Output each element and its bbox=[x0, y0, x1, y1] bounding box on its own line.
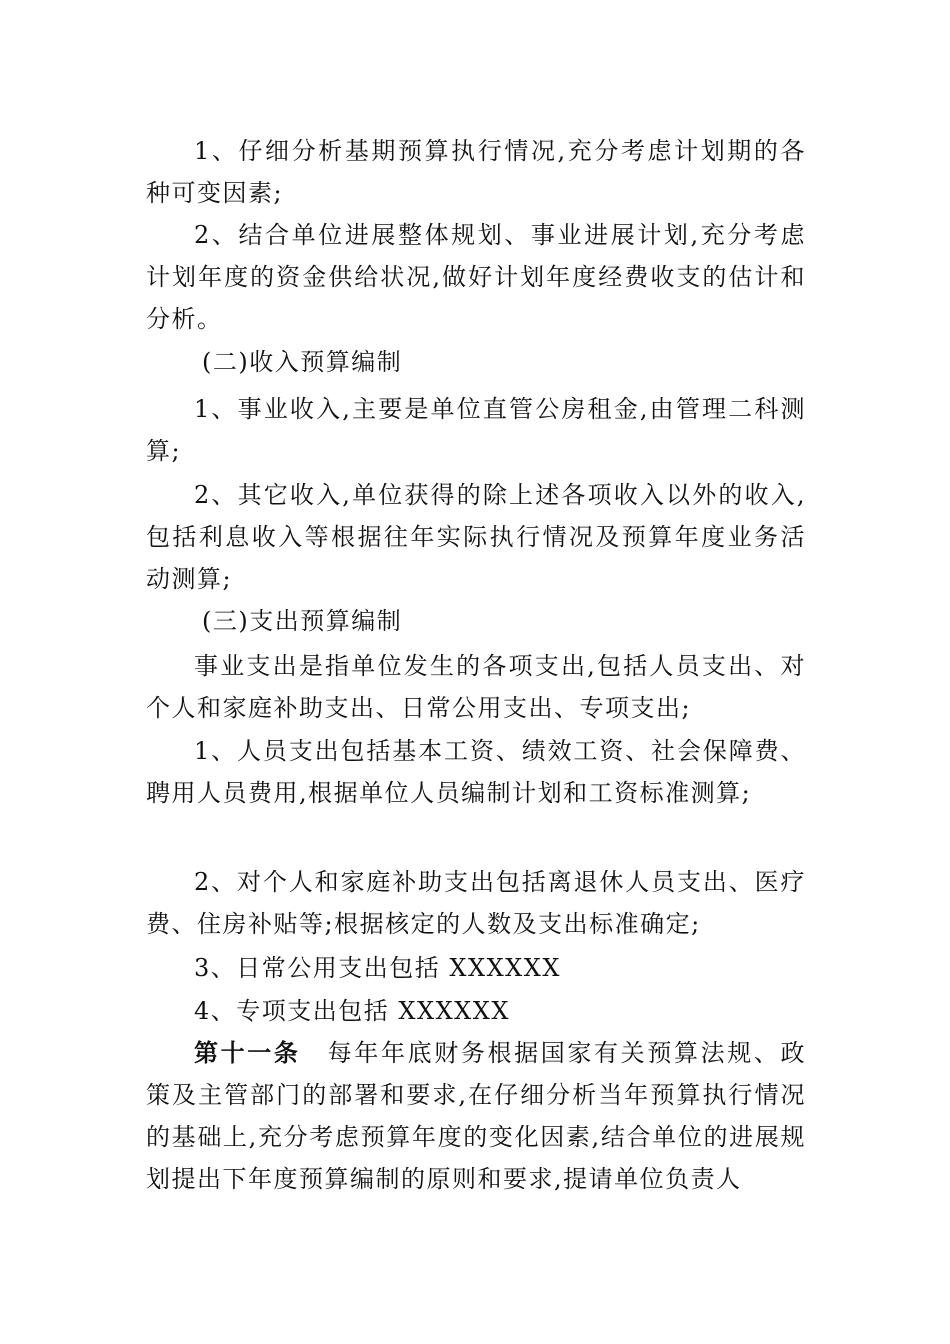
paragraph-business-expense: 事业支出是指单位发生的各项支出,包括人员支出、对个人和家庭补助支出、日常公用支出、专项支出; bbox=[146, 652, 806, 722]
paragraph-business-income: 1、事业收入,主要是单位直管公房租金,由管理二科测算; bbox=[146, 395, 806, 465]
article-eleven-text: 每年年底财务根据国家有关预算法规、政策及主管部门的部署和要求,在仔细分析当年预算执行情况的基础上,充分考虑预算年度的变化因素,结合单位的进展规划提出下年度预算编制的原则和要求,提请单位负责人 bbox=[146, 1039, 807, 1193]
paragraph-other-income: 2、其它收入,单位获得的除上述各项收入以外的收入,包括利息收入等根据往年实际执行情况及预算年度业务活动测算; bbox=[146, 481, 806, 593]
paragraph-combine-planning: 2、结合单位进展整体规划、事业进展计划,充分考虑计划年度的资金供给状况,做好计划年度经费收支的估计和分析。 bbox=[146, 221, 806, 333]
paragraph-personnel-expense: 1、人员支出包括基本工资、绩效工资、社会保障费、聘用人员费用,根据单位人员编制计划和工资标准测算; bbox=[146, 737, 806, 807]
paragraph-daily-public-expense: 3、日常公用支出包括 XXXXXX bbox=[194, 954, 561, 982]
paragraph-analyze-base-period: 1、仔细分析基期预算执行情况,充分考虑计划期的各种可变因素; bbox=[146, 137, 806, 207]
paragraph-special-expense: 4、专项支出包括 XXXXXX bbox=[194, 997, 510, 1025]
article-number-label: 第十一条 bbox=[194, 1039, 301, 1067]
paragraph-family-subsidy: 2、对个人和家庭补助支出包括离退休人员支出、医疗费、住房补贴等;根据核定的人数及支出标准确定; bbox=[146, 868, 806, 938]
section-heading-income-budget: (二)收入预算编制 bbox=[202, 348, 403, 376]
paragraph-article-eleven bbox=[146, 1032, 806, 1200]
section-heading-expense-budget: (三)支出预算编制 bbox=[202, 607, 403, 635]
